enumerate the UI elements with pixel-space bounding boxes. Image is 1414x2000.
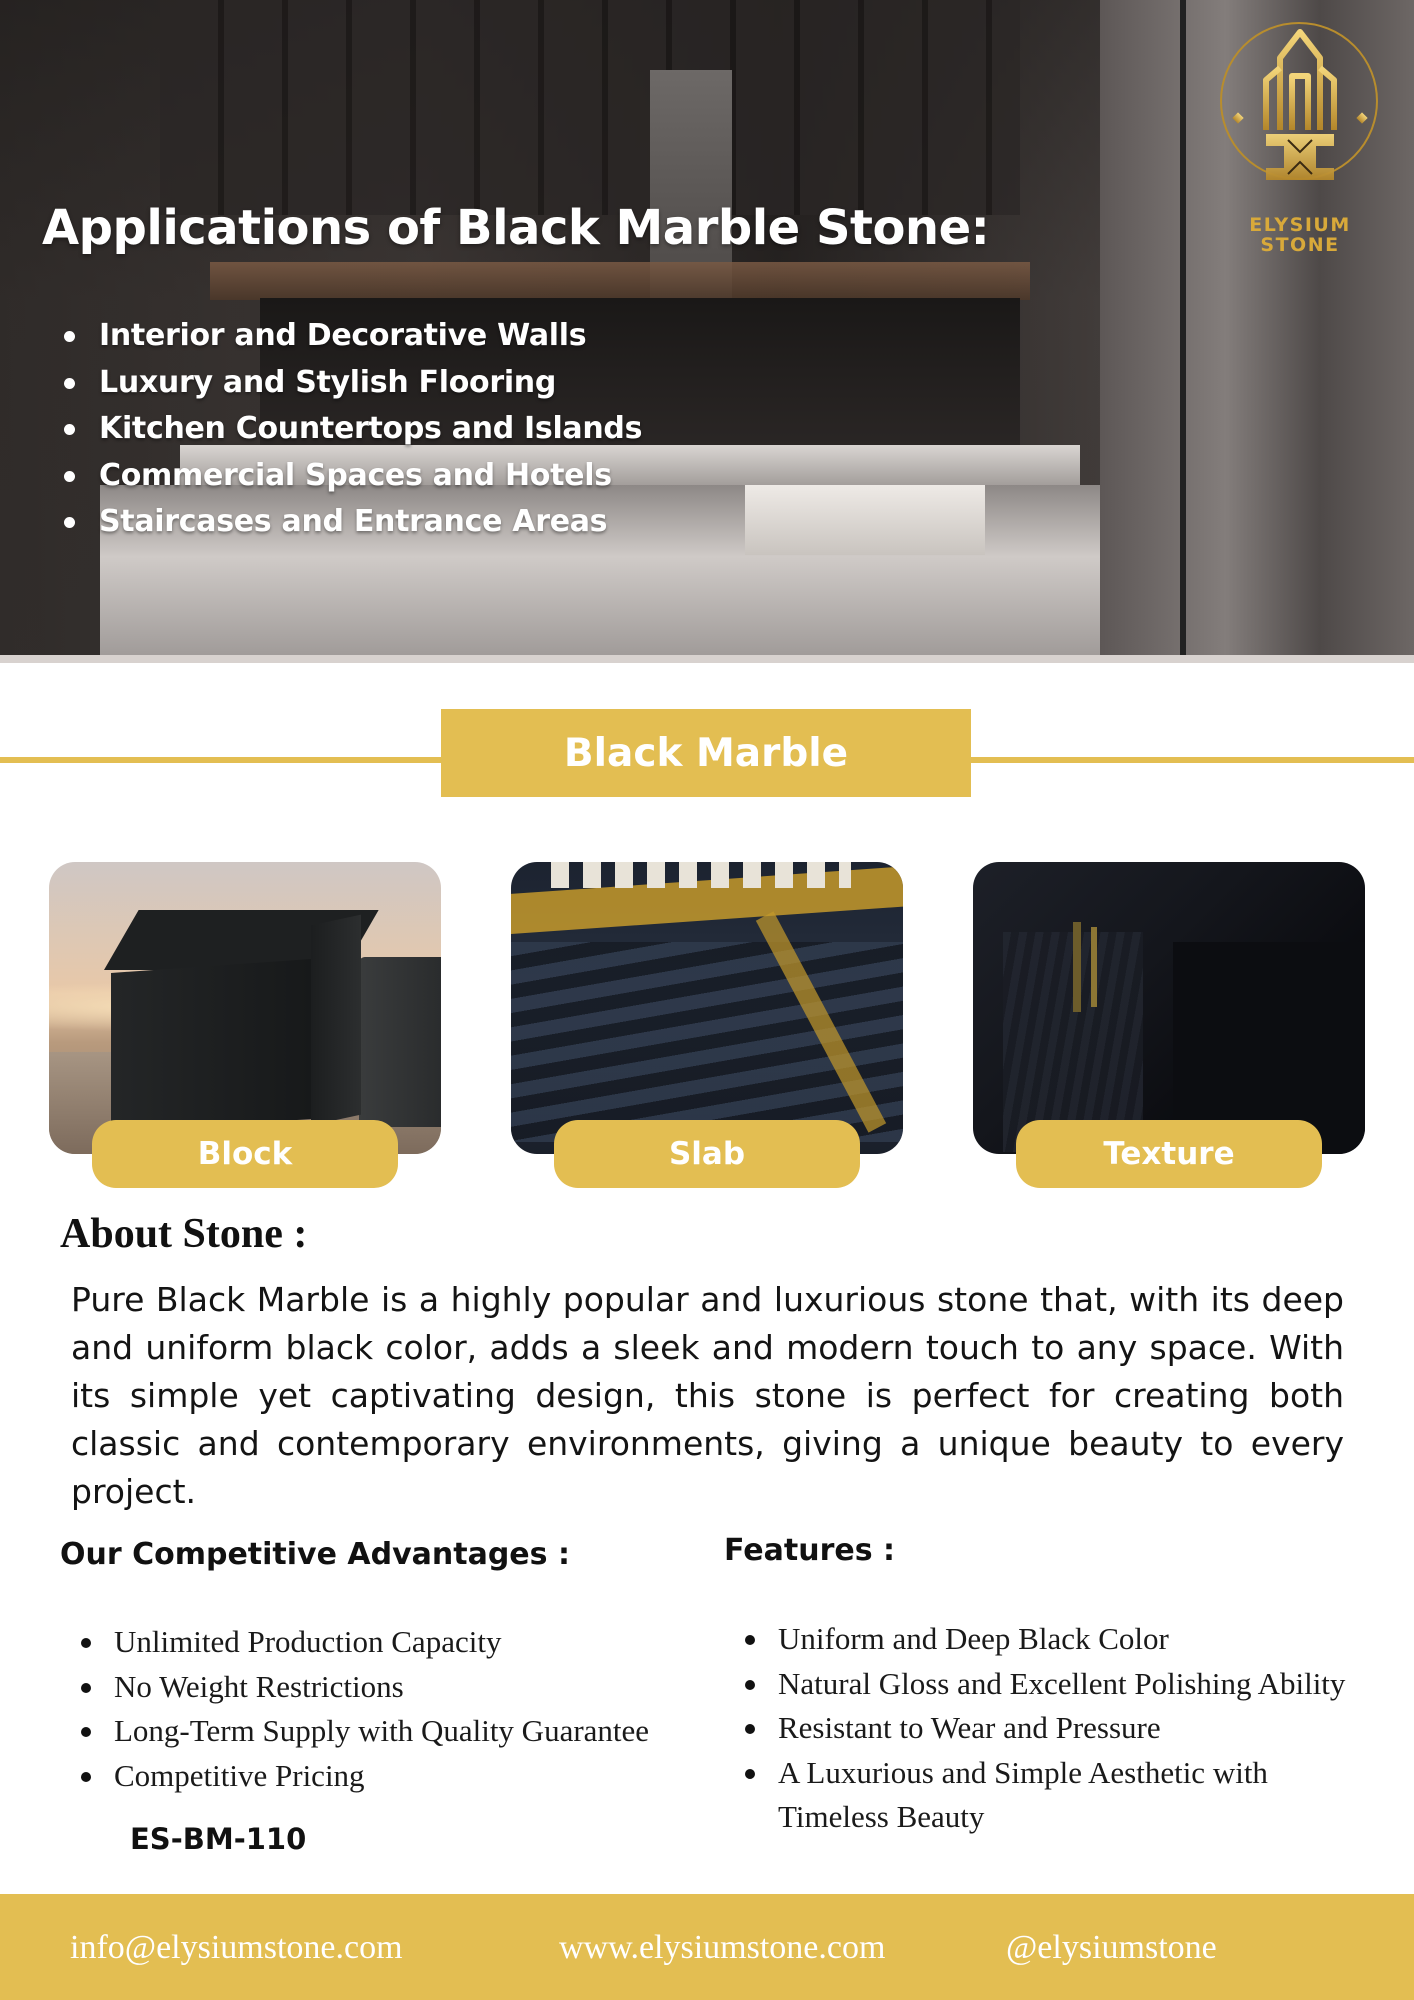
marble-slab-photo [511,862,903,1154]
card-label-text: Slab [668,1136,746,1172]
section-banner [441,709,971,797]
bullet-icon [64,424,75,435]
card-label-slab [554,1120,860,1188]
card-label-block [92,1120,398,1188]
features-list [742,1617,1402,1840]
list-item [78,1754,649,1799]
list-item [78,1620,649,1665]
list-item-label: Natural Gloss and Excellent Polishing Ability [778,1665,1346,1701]
list-item-label: Long-Term Supply with Quality Guarantee [114,1713,650,1748]
bullet-icon [64,378,75,389]
kitchen-island [745,485,985,555]
advantages-title: Our Competitive Advantages : [60,1537,570,1572]
bullet-icon [745,1769,755,1779]
bullet-icon [81,1772,91,1782]
brand-logo [1208,18,1392,256]
footer [0,1894,1414,2000]
advantages-list [78,1620,649,1798]
elysium-stone-logo-icon [1208,18,1392,208]
list-item [60,453,642,500]
bullet-icon [81,1638,91,1648]
list-item [742,1751,1338,1840]
card-label-text: Block [197,1136,293,1172]
hero-title: Applications of Black Marble Stone: [42,200,990,256]
list-item-label: Unlimited Production Capacity [114,1624,502,1659]
applications-list [60,313,642,546]
card-label-texture [1016,1120,1322,1188]
list-item [78,1709,649,1754]
list-item [742,1706,1402,1751]
list-item [60,313,642,360]
kitchen-wood-strip [210,262,1030,300]
list-item-label: Kitchen Countertops and Islands [99,411,643,446]
marble-texture-photo [973,862,1365,1154]
list-item [742,1662,1402,1707]
bullet-icon [745,1724,755,1734]
product-code: ES-BM-110 [130,1822,307,1856]
list-item [742,1617,1402,1662]
list-item-label: Interior and Decorative Walls [99,318,587,353]
kitchen-upper-cabinets [160,0,1020,215]
list-item [60,360,642,407]
about-text: Pure Black Marble is a highly popular and luxurious stone that, with its deep and uniform black color, adds a sleek and modern touch to any space. With its simple yet captivating design, this stone is perfect for creating both classic and contemporary environments, giving a unique beauty to every project. [71,1280,1344,1511]
card-label-text: Texture [1103,1136,1235,1172]
footer-website-link[interactable]: www.elysiumstone.com [559,1929,886,1966]
divider-line-left [0,757,441,763]
list-item-label: Luxury and Stylish Flooring [99,364,557,400]
bullet-icon [745,1635,755,1645]
bullet-icon [64,471,75,482]
list-item-label: No Weight Restrictions [114,1668,404,1704]
list-item-label: Resistant to Wear and Pressure [778,1710,1161,1745]
bullet-icon [81,1683,91,1693]
bullet-icon [81,1727,91,1737]
list-item [60,499,642,546]
list-item [78,1665,649,1710]
list-item-label: Competitive Pricing [114,1757,365,1793]
banner-title: Black Marble [563,730,849,776]
about-title: About Stone : [60,1211,308,1257]
hero-bottom-edge [0,655,1414,663]
hero-section [0,0,1414,663]
list-item-label: Staircases and Entrance Areas [99,504,608,539]
list-item-label: A Luxurious and Simple Aesthetic with Timeless Beauty [778,1754,1268,1834]
bullet-icon [64,517,75,528]
logo-brand-name: ELYSIUM STONE [1249,214,1351,256]
list-item-label: Commercial Spaces and Hotels [99,457,612,493]
divider-line-right [971,757,1414,763]
bullet-icon [745,1680,755,1690]
footer-social-link[interactable]: @elysiumstone [1006,1929,1217,1966]
features-title: Features : [724,1533,896,1568]
footer-email-link[interactable]: info@elysiumstone.com [70,1929,403,1966]
bullet-icon [64,331,75,342]
list-item [60,406,642,453]
marble-block-photo [49,862,441,1154]
list-item-label: Uniform and Deep Black Color [778,1621,1169,1656]
